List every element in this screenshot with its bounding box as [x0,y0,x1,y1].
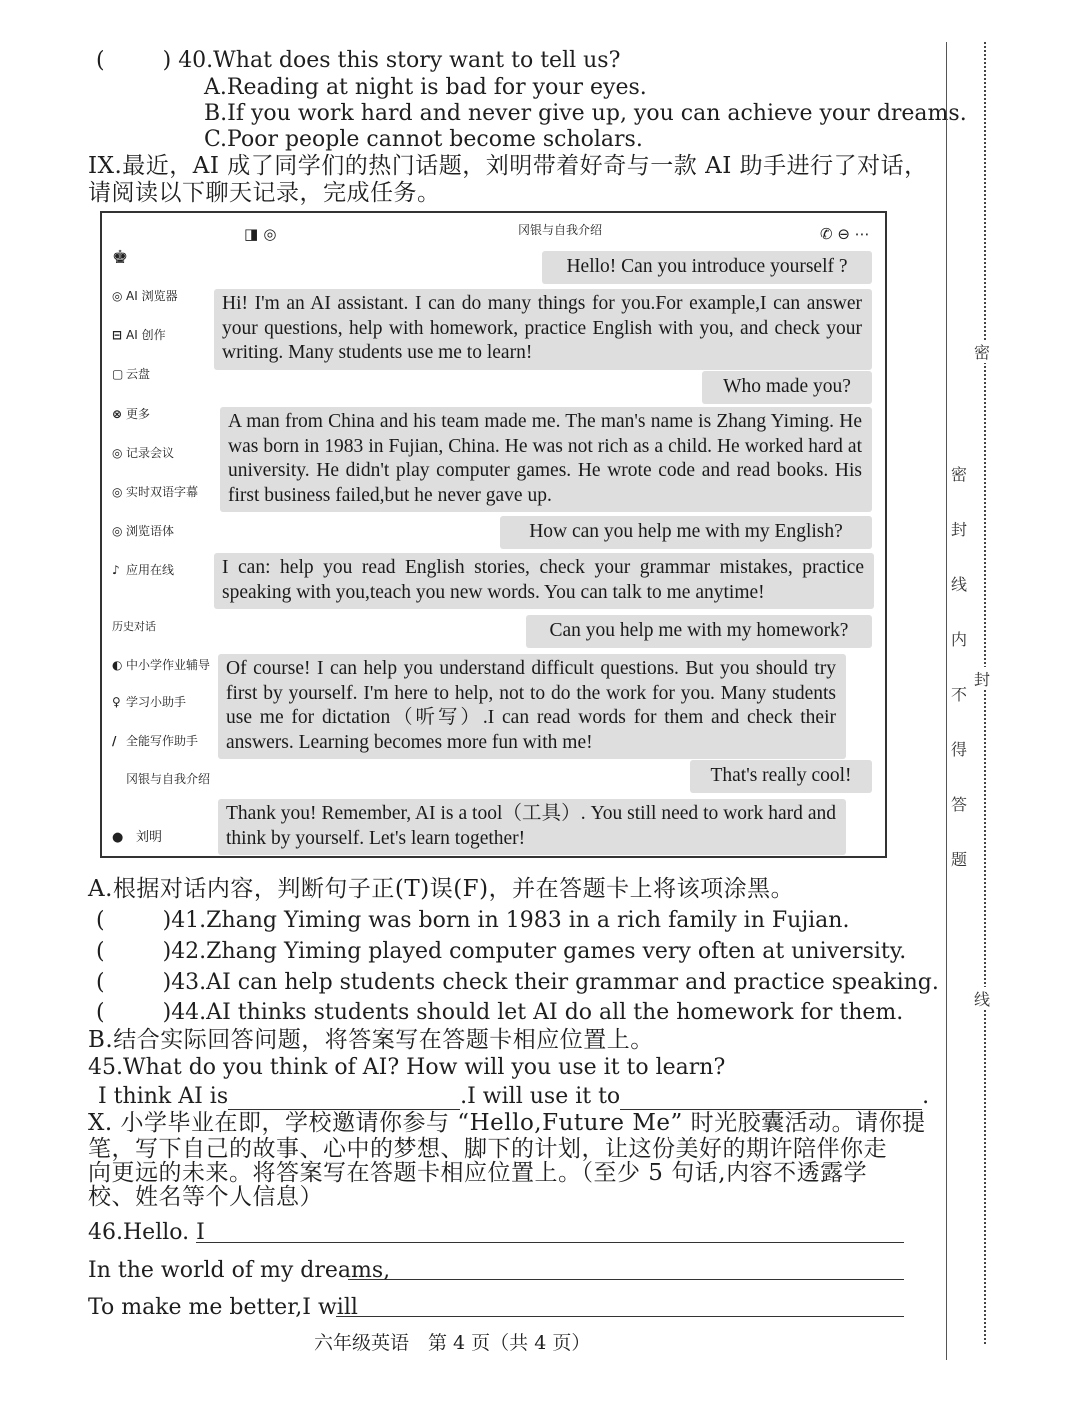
sidebar-item-more[interactable]: ⊗ 更多 [112,407,151,421]
chat-message-ai: Thank you! Remember, AI is a tool（工具）. You still need to work hard and think by yourself. Let's learn together! [218,799,846,855]
binding-char: 得 [951,740,968,759]
sidebar-item-study-helper[interactable]: ♀ 学习小助手 [112,695,187,709]
create-icon: ⊟ [112,328,123,342]
section10-line1: X. 小学毕业在即，学校邀请你参与 “Hello,Future Me” 时光胶囊活动。请你提 [88,1110,926,1136]
call-and-more-icons[interactable]: ✆ ⊖ ⋯ [820,225,870,243]
section9-title-line1: IX.最近，AI 成了同学们的热门话题，刘明带着好奇与一款 AI 助手进行了对话， [88,153,928,179]
sidebar-history-heading: 历史对话 [112,620,156,633]
binding-char: 答 [951,795,968,814]
meeting-icon: ◎ [112,446,123,460]
chat-message-ai: Of course! I can help you understand difficult questions. But you should try first by yourself. I'm here to help, not to do the work for you. Many students use me for dictation（听写）.I can read words for them and check their answers. Learning becomes more fun with me! [218,654,846,759]
binding-dotted-line [984,42,986,1344]
grid-icon: ⊗ [112,407,123,421]
sidebar-item-current-chat[interactable]: 冈银与自我介绍 [126,772,211,786]
topbar-icons: ◨ ◎ [244,225,277,243]
sidebar-item-writing-helper[interactable]: / 全能写作助手 [112,734,199,748]
sidebar-user[interactable]: ● 刘明 [112,830,163,845]
section9-title-line2: 请阅读以下聊天记录，完成任务。 [88,180,441,206]
binding-border-line [946,42,947,1360]
sidebar-item-subtitles[interactable]: ◎ 实时双语字幕 [112,485,199,499]
apps-icon: ♪ [112,563,120,577]
binding-mark-feng: 封 [974,667,990,690]
writing-line-2[interactable] [348,1279,904,1280]
chat-window-title: 冈银与自我介绍 [518,223,603,237]
writing-prompt-1: 46.Hello. I [88,1220,205,1245]
binding-char: 线 [951,575,968,594]
chat-message-user: Who made you? [702,371,872,404]
sidebar-item-cloud[interactable]: ▢ 云盘 [112,367,151,381]
chat-message-ai: A man from China and his team made me. The man's name is Zhang Yiming. He was born in 1983 in Fujian, China. He was not rich as a child. He worked hard at university. He didn't play computer games. He wrote code and read books. His first business failed,but he never gave up. [220,407,872,512]
sidebar-item-meeting[interactable]: ◎ 记录会议 [112,446,175,460]
q45: 45.What do you think of AI? How will you use it to learn? [88,1055,726,1080]
chat-message-user: How can you help me with my English? [500,516,872,549]
section10-line3: 向更远的未来。将答案写在答题卡相应位置上。（至少 5 句话,内容不透露学 [88,1160,868,1186]
binding-mark-xian: 线 [974,987,990,1010]
binding-char: 封 [951,520,968,539]
person-icon: ♀ [112,695,121,709]
chat-message-ai: Hi! I'm an AI assistant. I can do many things for you.For example,I can answer your questions, help with homework, practice English with you, and check your writing. Many students use me to learn! [214,289,872,370]
partB-title: B.结合实际回答问题，将答案写在答题卡相应位置上。 [88,1027,654,1053]
binding-mark-mi: 密 [974,340,990,363]
sidebar-item-browse[interactable]: ◎ 浏览语体 [112,524,175,538]
binding-char: 题 [951,850,968,869]
sidebar-item-ai-browser[interactable]: ◎ AI 浏览器 [112,289,178,303]
section10-line2: 笔，写下自己的故事、心中的梦想、脚下的计划，让这份美好的期许陪伴你走 [88,1136,887,1162]
page-footer: 六年级英语 第 4 页（共 4 页） [314,1332,591,1354]
chat-message-user: Hello! Can you introduce yourself ? [542,251,872,284]
chat-message-ai: I can: help you read English stories, check your grammar mistakes, practice speaking with you,teach you new words. You can talk to me anytime! [214,553,874,609]
binding-char: 不 [951,685,968,704]
q42: ( )42.Zhang Yiming played computer games very often at university. [96,939,907,964]
subtitle-icon: ◎ [112,485,123,499]
browse-icon: ◎ [112,524,123,538]
chat-screenshot [100,211,887,858]
q43: ( )43.AI can help students check their grammar and practice speaking. [96,970,939,995]
q40-option-c: C.Poor people cannot become scholars. [204,127,643,152]
writing-line-1[interactable] [196,1242,904,1243]
chat-message-user: That's really cool! [690,760,872,793]
writing-prompt-2: In the world of my dreams, [88,1258,391,1283]
sidebar-item-homework-helper[interactable]: ◐ 中小学作业辅导 [112,658,211,672]
homework-icon: ◐ [112,658,123,672]
binding-char: 密 [951,465,968,484]
q44: ( )44.AI thinks students should let AI do all the homework for them. [96,1000,904,1025]
q40-option-a: A.Reading at night is bad for your eyes. [204,75,647,100]
browser-icon: ◎ [112,289,123,303]
writing-prompt-3: To make me better,I will [88,1295,358,1320]
q40-stem: ( ) 40.What does this story want to tell us? [96,48,621,73]
sidebar-item-apps[interactable]: ♪ 应用在线 [112,563,175,577]
q41: ( )41.Zhang Yiming was born in 1983 in a rich family in Fujian. [96,908,850,933]
writing-line-3[interactable] [336,1316,904,1317]
q40-option-b: B.If you work hard and never give up, you can achieve your dreams. [204,101,967,126]
binding-char: 内 [951,630,968,649]
pen-icon: / [112,734,117,748]
cloud-icon: ▢ [112,367,124,381]
app-logo-icon: ♚ [112,247,129,268]
section10-line4: 校、姓名等个人信息） [88,1184,323,1210]
q45-answer-line: I think AI is .I will use it to . [98,1084,930,1109]
sidebar-item-ai-create[interactable]: ⊟ AI 创作 [112,328,166,342]
partA-title: A.根据对话内容，判断句子正(T)误(F)，并在答题卡上将该项涂黑。 [88,876,795,902]
chat-message-user: Can you help me with my homework? [526,615,872,648]
avatar: ● [112,830,124,845]
